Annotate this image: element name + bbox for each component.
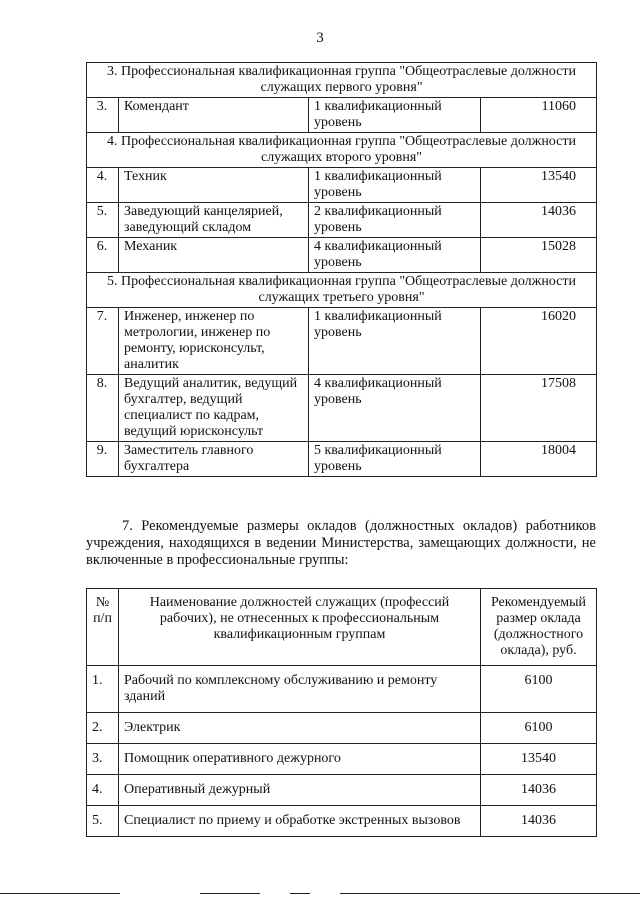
level-cell: 1 квалификационный уровень [309,98,481,133]
level-cell: 4 квалификационный уровень [309,375,481,442]
level-cell: 1 квалификационный уровень [309,168,481,203]
row-number: 8. [87,375,119,442]
table-row [87,168,597,203]
row-number: 5. [87,806,119,837]
row-number: 5. [87,203,119,238]
position-cell: Инженер, инженер по метрологии, инженер по ремонту, юрисконсульт, аналитик [119,308,309,375]
table-row [87,98,597,133]
footer-rules [0,893,640,899]
group-header-row [87,273,597,308]
header-num: № п/п [87,589,119,666]
row-number: 3. [87,744,119,775]
row-number: 7. [87,308,119,375]
position-cell: Специалист по приему и обработке экстренных вызовов [119,806,481,837]
paragraph-7: 7. Рекомендуемые размеры окладов (должностных окладов) работников учреждения, находящихся в ведении Министерства, замещающих должности, не включенные в профессиональные группы: [86,518,596,568]
salary-cell: 13540 [481,168,597,203]
row-number: 2. [87,713,119,744]
table-row [87,203,597,238]
position-cell: Электрик [119,713,481,744]
position-cell: Комендант [119,98,309,133]
footer-rule [0,893,120,894]
footer-rule [200,893,260,894]
salary-cell: 14036 [481,806,597,837]
page-number: 3 [316,30,324,46]
position-cell: Техник [119,168,309,203]
table-row [87,442,597,477]
group-header-row [87,63,597,98]
position-cell: Рабочий по комплексному обслуживанию и ремонту зданий [119,666,481,713]
salary-cell: 15028 [481,238,597,273]
level-cell: 5 квалификационный уровень [309,442,481,477]
row-number: 1. [87,666,119,713]
salary-cell: 14036 [481,775,597,806]
salary-cell: 11060 [481,98,597,133]
position-cell: Заведующий канцелярией, заведующий складом [119,203,309,238]
row-number: 3. [87,98,119,133]
table-row [87,238,597,273]
salary-cell: 18004 [481,442,597,477]
salary-cell: 13540 [481,744,597,775]
salary-cell: 14036 [481,203,597,238]
level-cell: 4 квалификационный уровень [309,238,481,273]
non-group-positions-table [86,588,597,837]
group-title: 4. Профессиональная квалификационная группа "Общеотраслевые должности служащих второго уровня" [87,133,597,168]
footer-rule [290,893,310,894]
position-cell: Заместитель главного бухгалтера [119,442,309,477]
salary-cell: 6100 [481,713,597,744]
footer-rule [340,893,640,894]
table-row [87,713,597,744]
salary-cell: 17508 [481,375,597,442]
qualification-groups-table [86,62,597,477]
salary-cell: 16020 [481,308,597,375]
position-cell: Ведущий аналитик, ведущий бухгалтер, ведущий специалист по кадрам, ведущий юрисконсульт [119,375,309,442]
header-salary: Рекомендуемый размер оклада (должностного оклада), руб. [481,589,597,666]
position-cell: Механик [119,238,309,273]
row-number: 9. [87,442,119,477]
table-header-row [87,589,597,666]
table-row [87,375,597,442]
group-title: 5. Профессиональная квалификационная группа "Общеотраслевые должности служащих третьего уровня" [87,273,597,308]
header-name: Наименование должностей служащих (профессий рабочих), не отнесенных к профессиональным квалификационным группам [119,589,481,666]
salary-cell: 6100 [481,666,597,713]
row-number: 4. [87,168,119,203]
level-cell: 2 квалификационный уровень [309,203,481,238]
row-number: 4. [87,775,119,806]
table-row [87,744,597,775]
group-header-row [87,133,597,168]
table-row [87,666,597,713]
group-title: 3. Профессиональная квалификационная группа "Общеотраслевые должности служащих первого уровня" [87,63,597,98]
position-cell: Помощник оперативного дежурного [119,744,481,775]
level-cell: 1 квалификационный уровень [309,308,481,375]
table-row [87,308,597,375]
table-row [87,806,597,837]
row-number: 6. [87,238,119,273]
table-row [87,775,597,806]
position-cell: Оперативный дежурный [119,775,481,806]
